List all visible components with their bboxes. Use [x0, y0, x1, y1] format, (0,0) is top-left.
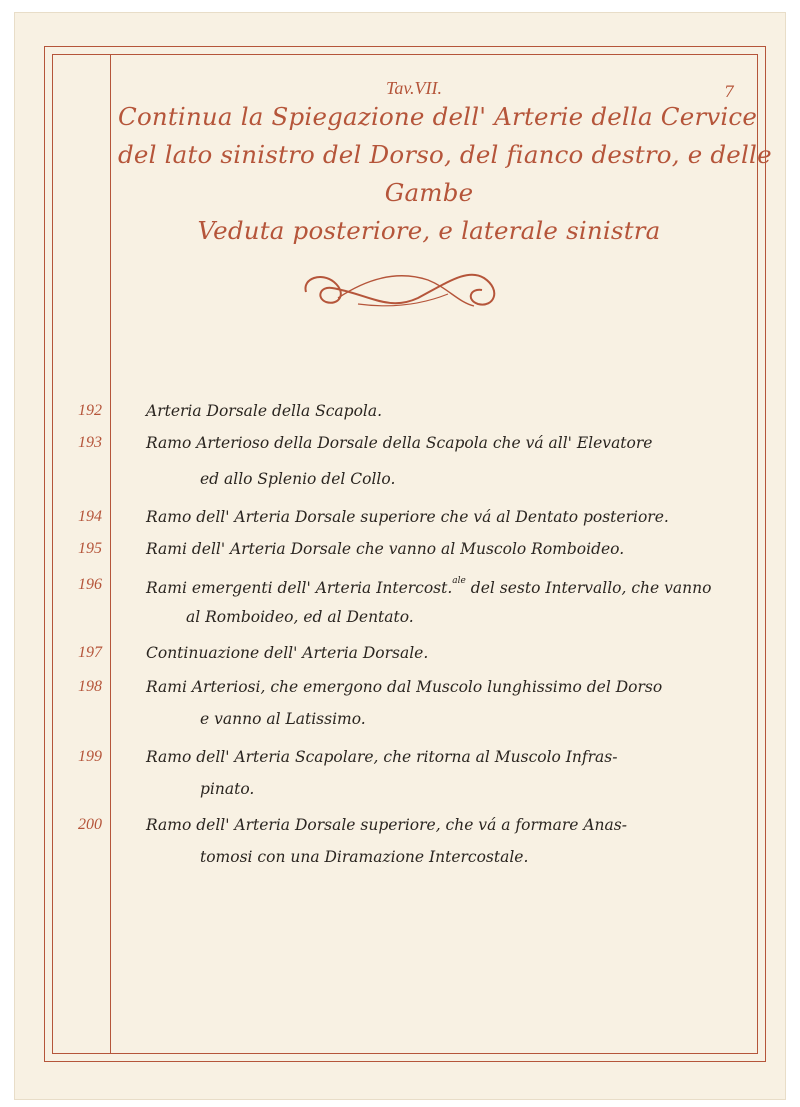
entry-text-continued: ed allo Splenio del Collo.: [200, 470, 396, 488]
entry-number: 196: [78, 576, 102, 593]
entry-text-part: del sesto Intervallo, che vanno: [465, 579, 712, 597]
entry-number: 199: [78, 748, 102, 765]
entry-number: 195: [78, 540, 102, 557]
entry-text: Ramo Arterioso della Dorsale della Scapola che vá all' Elevatore: [146, 434, 653, 452]
entry-number: 200: [78, 816, 102, 833]
superscript: ale: [452, 576, 466, 586]
entry-number: 193: [78, 434, 102, 451]
entry-text: [146, 576, 738, 597]
entry-text: Rami Arteriosi, che emergono dal Muscolo lunghissimo del Dorso: [146, 678, 663, 696]
entry-text: Ramo dell' Arteria Scapolare, che ritorna al Muscolo Infras-: [146, 748, 618, 766]
title-line-1: Continua la Spiegazione dell' Arterie della Cervice: [118, 102, 758, 131]
title-line-2: del lato sinistro del Dorso, del fianco destro, e delle: [118, 140, 772, 169]
entry-text: Arteria Dorsale della Scapola.: [146, 402, 383, 420]
entry-text-continued: e vanno al Latissimo.: [200, 710, 366, 728]
entry-text: Continuazione dell' Arteria Dorsale.: [146, 644, 429, 662]
page-number: 7: [724, 82, 735, 101]
entry-number: 194: [78, 508, 102, 525]
entry-text-continued: pinato.: [200, 780, 255, 798]
title-line-4: Veduta posteriore, e laterale sinistra: [197, 216, 661, 245]
entry-text-continued: tomosi con una Diramazione Intercostale.: [200, 848, 529, 866]
entry-text-part: Rami emergenti dell' Arteria Intercost.: [146, 579, 453, 597]
entry-number: 197: [78, 644, 102, 661]
entry-text: Ramo dell' Arteria Dorsale superiore che vá al Dentato posteriore.: [146, 508, 669, 526]
calligraphic-flourish: [298, 258, 510, 320]
entry-number: 192: [78, 402, 102, 419]
plate-label: Tav.VII.: [386, 78, 442, 98]
entry-text: Ramo dell' Arteria Dorsale superiore, che vá a formare Anas-: [146, 816, 627, 834]
entry-text: Rami dell' Arteria Dorsale che vanno al Muscolo Romboideo.: [146, 540, 625, 558]
page-title: [118, 98, 772, 250]
entry-text-continued: al Romboideo, ed al Dentato.: [186, 608, 414, 626]
title-line-3: Gambe: [384, 178, 474, 207]
entry-number: 198: [78, 678, 102, 695]
